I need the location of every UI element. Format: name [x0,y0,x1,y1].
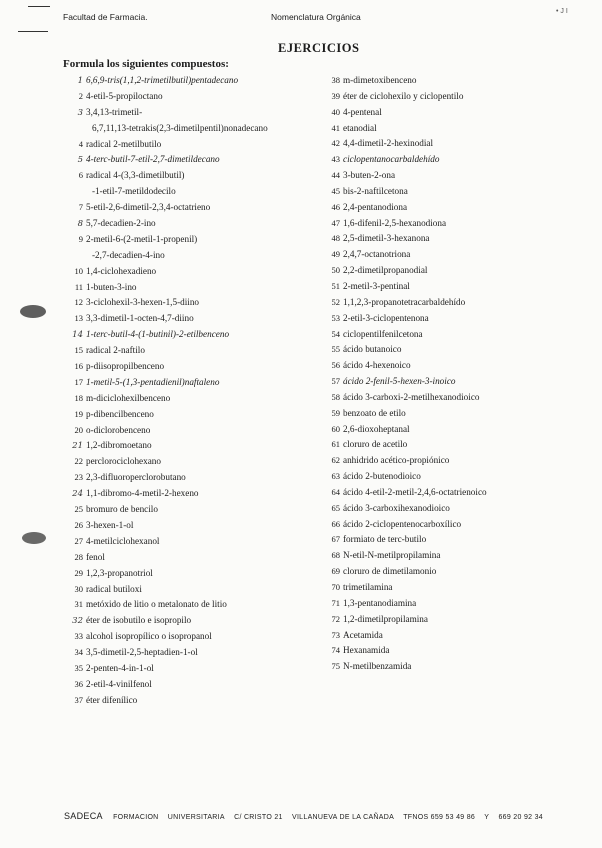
item-text: etanodial [343,122,377,133]
item-number: 6 [78,170,83,181]
item-number: 24 [72,489,83,500]
list-item [327,342,577,358]
page-title: EJERCICIOS [278,41,360,55]
item-text: 2-penten-4-in-1-ol [86,662,154,673]
item-text: 1,2,3-propanotriol [86,567,153,578]
item-number: 69 [331,566,340,577]
right-column [327,73,577,675]
list-item [327,564,577,580]
list-item [70,597,330,613]
item-text: 2,4-pentanodiona [343,201,408,212]
list-item [70,73,330,89]
item-text: 1-metil-5-(1,3-pentadienil)naftaleno [86,376,220,387]
item-number: 72 [331,613,340,624]
item-number: 56 [331,360,340,371]
list-item [327,168,577,184]
list-item [70,629,330,645]
list-item [327,105,577,121]
item-number: 4 [78,138,83,149]
item-text: 4-metilciclohexanol [86,535,160,546]
item-text: 1,2-dimetilpropilamina [343,613,428,624]
item-text: 4,4-dimetil-2-hexinodial [343,138,434,149]
list-item [70,105,330,121]
header-center: Nomenclatura Orgánica [271,12,361,22]
list-item [70,295,330,311]
item-text: 6,7,11,13-tetrakis(2,3-dimetilpentil)nonadecano [92,122,268,133]
item-number: 22 [74,456,83,467]
list-item [70,613,330,629]
item-number: 15 [74,345,83,356]
list-item [70,550,330,566]
list-item [70,168,330,184]
item-text: 2,4,7-octanotriona [343,249,411,260]
punch-hole-bottom [22,532,46,544]
list-item [70,518,330,534]
item-number: 28 [74,551,83,562]
list-item [327,295,577,311]
item-number: 45 [331,185,340,196]
item-number: 7 [78,202,83,213]
item-text: Acetamida [343,629,383,640]
item-text: ácido 4-hexenoico [343,360,411,371]
item-text: 1,1,2,3-propanotetracarbaldehído [343,296,466,307]
item-number: 67 [331,534,340,545]
list-item [327,263,577,279]
list-item [70,200,330,216]
item-number: 53 [331,312,340,323]
item-text: alcohol isopropílico o isopropanol [86,631,212,642]
list-item [327,374,577,390]
item-number: 18 [74,392,83,403]
item-text: 2,3-difluoroperclorobutano [86,472,186,483]
item-text: formiato de terc-butilo [343,534,427,545]
item-number: 14 [72,330,83,341]
item-number: 31 [74,599,83,610]
item-text: ácido butanoico [343,344,402,355]
item-number: 75 [331,661,340,672]
list-item [327,596,577,612]
item-number: 9 [78,233,83,244]
item-text: 3,3-dimetil-1-octen-4,7-diino [86,313,194,324]
item-text: -1-etil-7-metildodecilo [92,186,176,197]
item-number: 55 [331,344,340,355]
list-item [70,248,330,264]
item-text: N-etil-N-metilpropilamina [343,550,441,561]
list-item [327,136,577,152]
item-text: p-dibencilbenceno [86,408,154,419]
item-number: 34 [74,647,83,658]
item-text: bis-2-naftilcetona [343,185,408,196]
list-item [327,390,577,406]
item-text: -2,7-decadien-4-ino [92,249,165,260]
list-item [327,311,577,327]
list-item [70,89,330,105]
list-item [327,121,577,137]
item-text: ácido 2-butenodioico [343,471,421,482]
item-number: 26 [74,519,83,530]
item-number: 54 [331,328,340,339]
item-text: ciclopentanocarbaldehído [343,154,440,165]
item-number: 40 [331,106,340,117]
item-text: ácido 4-etil-2-metil-2,4,6-octatrienoico [343,486,487,497]
item-text: 1,6-difenil-2,5-hexanodiona [343,217,447,228]
item-text: Hexanamida [343,645,390,656]
item-number: 57 [331,376,340,387]
item-number: 39 [331,90,340,101]
list-item [327,643,577,659]
list-item [70,184,330,200]
item-text: 6,6,9-tris(1,1,2-trimetilbutil)pentadecano [86,75,239,85]
list-item [70,566,330,582]
header-left: Facultad de Farmacia. [63,12,148,22]
item-number: 42 [331,138,340,149]
item-number: 41 [331,122,340,133]
item-number: 44 [331,170,340,181]
item-number: 68 [331,550,340,561]
item-number: 21 [72,441,83,452]
item-number: 46 [331,201,340,212]
item-number: 38 [331,75,340,85]
list-item [327,200,577,216]
list-item [70,645,330,661]
footer-part: VILLANUEVA DE LA CAÑADA [291,814,395,821]
item-text: éter de isobutilo e isopropilo [86,615,192,626]
list-item [327,659,577,675]
list-item [70,137,330,153]
list-item [327,184,577,200]
list-item [70,343,330,359]
list-item [327,279,577,295]
item-number: 23 [74,472,83,483]
item-text: 3,4,13-trimetil- [86,106,143,117]
list-item [70,391,330,407]
scan-mark-top [28,6,50,7]
footer-part: Y [484,814,490,821]
item-number: 50 [331,265,340,276]
item-text: N-metilbenzamida [343,661,412,672]
item-number: 64 [331,486,340,497]
item-text: trimetilamina [343,582,393,592]
list-item [327,152,577,168]
item-text: 5,7-decadien-2-ino [86,218,156,229]
item-text: 2-metil-3-pentinal [343,280,410,291]
item-number: 35 [74,662,83,673]
item-text: radical 2-metilbutilo [86,138,162,149]
punch-hole-top [20,305,46,318]
item-number: 59 [331,407,340,418]
list-item [70,264,330,280]
list-item [70,677,330,693]
header-right: • J I [556,8,568,15]
list-item [70,280,330,296]
item-text: éter difenílico [86,694,138,705]
item-number: 62 [331,455,340,466]
item-number: 49 [331,249,340,260]
item-number: 65 [331,502,340,513]
item-number: 52 [331,296,340,307]
item-text: 4-terc-butil-7-etil-2,7-dimetildecano [86,154,220,165]
item-text: 2,2-dimetilpropanodial [343,265,428,276]
item-number: 5 [77,155,83,166]
list-item [70,216,330,232]
item-text: 1-buten-3-ino [86,281,137,292]
item-text: 3,5-dimetil-2,5-heptadien-1-ol [86,647,198,658]
item-number: 32 [72,616,83,627]
item-text: 3-hexen-1-ol [86,519,134,530]
item-text: radical 2-naftilo [86,345,145,356]
item-text: 4-pentenal [343,106,382,117]
list-item [327,580,577,596]
list-item [70,423,330,439]
footer [64,811,584,821]
item-text: m-diciclohexilbenceno [86,392,171,403]
list-item [327,517,577,533]
item-number: 51 [331,280,340,291]
item-number: 29 [74,567,83,578]
item-text: 3-buten-2-ona [343,170,396,181]
item-number: 17 [74,376,83,387]
item-text: éter de ciclohexilo y ciclopentilo [343,90,464,101]
footer-brand: SADECA [64,811,103,821]
item-number: 74 [331,645,340,656]
item-number: 73 [331,629,340,640]
scan-mark-left [18,31,48,32]
list-item [70,470,330,486]
list-item [327,469,577,485]
item-text: ácido 2-ciclopentenocarboxílico [343,518,462,529]
item-number: 19 [74,408,83,419]
item-text: o-diclorobenceno [86,424,151,435]
item-text: m-dimetoxibenceno [343,75,417,85]
item-number: 63 [331,471,340,482]
item-number: 66 [331,518,340,529]
item-text: ácido 2-fenil-5-hexen-3-inoico [343,376,456,387]
item-text: 3-ciclohexil-3-hexen-1,5-diino [86,297,200,308]
item-text: 2-metil-6-(2-metil-1-propenil) [86,233,198,244]
list-item [70,661,330,677]
item-text: 2-etil-4-vinilfenol [86,678,152,689]
item-text: benzoato de etilo [343,407,406,418]
list-item [70,502,330,518]
list-item [327,327,577,343]
item-text: ácido 3-carboxihexanodioico [343,502,450,513]
item-number: 13 [74,313,83,324]
item-text: 1,2-dibromoetano [86,440,152,451]
list-item [70,327,330,343]
item-text: 1,4-ciclohexadieno [86,265,157,276]
list-item [327,453,577,469]
instruction: Formula los siguientes compuestos: [63,58,229,70]
item-number: 60 [331,423,340,434]
list-item [70,438,330,454]
item-number: 2 [78,90,83,101]
footer-part: C/ CRISTO 21 [234,814,283,821]
list-item [70,407,330,423]
item-number: 47 [331,217,340,228]
item-text: radical 4-(3,3-dimetilbutil) [86,170,185,181]
item-text: 1,3-pentanodiamina [343,597,417,608]
item-number: 27 [74,535,83,546]
item-number: 3 [77,107,83,118]
list-item [327,358,577,374]
item-text: metóxido de litio o metalonato de litio [86,599,227,610]
list-item [70,534,330,550]
item-number: 70 [331,582,340,592]
footer-part: 669 20 92 34 [498,814,543,821]
item-number: 20 [74,424,83,435]
list-item [70,232,330,248]
item-number: 37 [74,694,83,705]
item-number: 43 [331,154,340,165]
item-text: anhidrido acético-propiónico [343,455,450,466]
item-text: 2,6-dioxoheptanal [343,423,410,434]
list-item [70,454,330,470]
item-text: 2,5-dimetil-3-hexanona [343,233,430,244]
item-number: 48 [331,233,340,244]
item-text: cloruro de dimetilamonio [343,566,437,577]
list-item [327,247,577,263]
item-number: 11 [74,281,83,292]
item-text: p-diisopropilbenceno [86,361,165,372]
item-text: ciclopentilfenilcetona [343,328,423,339]
item-text: cloruro de acetilo [343,439,408,450]
list-item [327,548,577,564]
list-item [327,612,577,628]
item-number: 8 [77,219,83,230]
item-number: 36 [74,678,83,689]
item-text: 4-etil-5-propiloctano [86,90,163,101]
item-number: 71 [331,597,340,608]
item-text: fenol [86,551,105,562]
list-item [327,422,577,438]
item-number: 58 [331,391,340,402]
list-item [327,73,577,89]
footer-part: UNIVERSITARIA [167,814,225,821]
list-item [70,121,330,137]
item-number: 33 [74,631,83,642]
item-text: radical butiloxi [86,583,142,594]
item-number: 61 [331,439,340,450]
item-number: 30 [74,583,83,594]
item-text: bromuro de bencilo [86,504,158,515]
item-text: 1-terc-butil-4-(1-butinil)-2-etilbenceno [86,329,230,340]
item-text: perclorociclohexano [86,456,161,467]
list-item [327,532,577,548]
footer-part: TFNOS 659 53 49 86 [403,814,476,821]
footer-part: FORMACION [113,814,159,821]
item-number: 10 [74,265,83,276]
list-item [327,231,577,247]
item-number: 1 [77,76,83,86]
list-item [70,375,330,391]
item-number: 25 [74,504,83,515]
list-item [70,311,330,327]
left-column [70,73,330,709]
list-item [70,582,330,598]
list-item [327,485,577,501]
list-item [327,501,577,517]
list-item [70,359,330,375]
list-item [70,152,330,168]
list-item [327,628,577,644]
item-text: 5-etil-2,6-dimetil-2,3,4-octatrieno [86,202,211,213]
list-item [327,89,577,105]
item-text: ácido 3-carboxi-2-metilhexanodioico [343,391,480,402]
item-text: 2-etil-3-ciclopentenona [343,312,429,323]
list-item [327,437,577,453]
list-item [70,693,330,709]
list-item [327,406,577,422]
item-number: 16 [74,361,83,372]
item-text: 1,1-dibromo-4-metil-2-hexeno [86,488,199,499]
list-item [327,216,577,232]
list-item [70,486,330,502]
item-number: 12 [74,297,83,308]
